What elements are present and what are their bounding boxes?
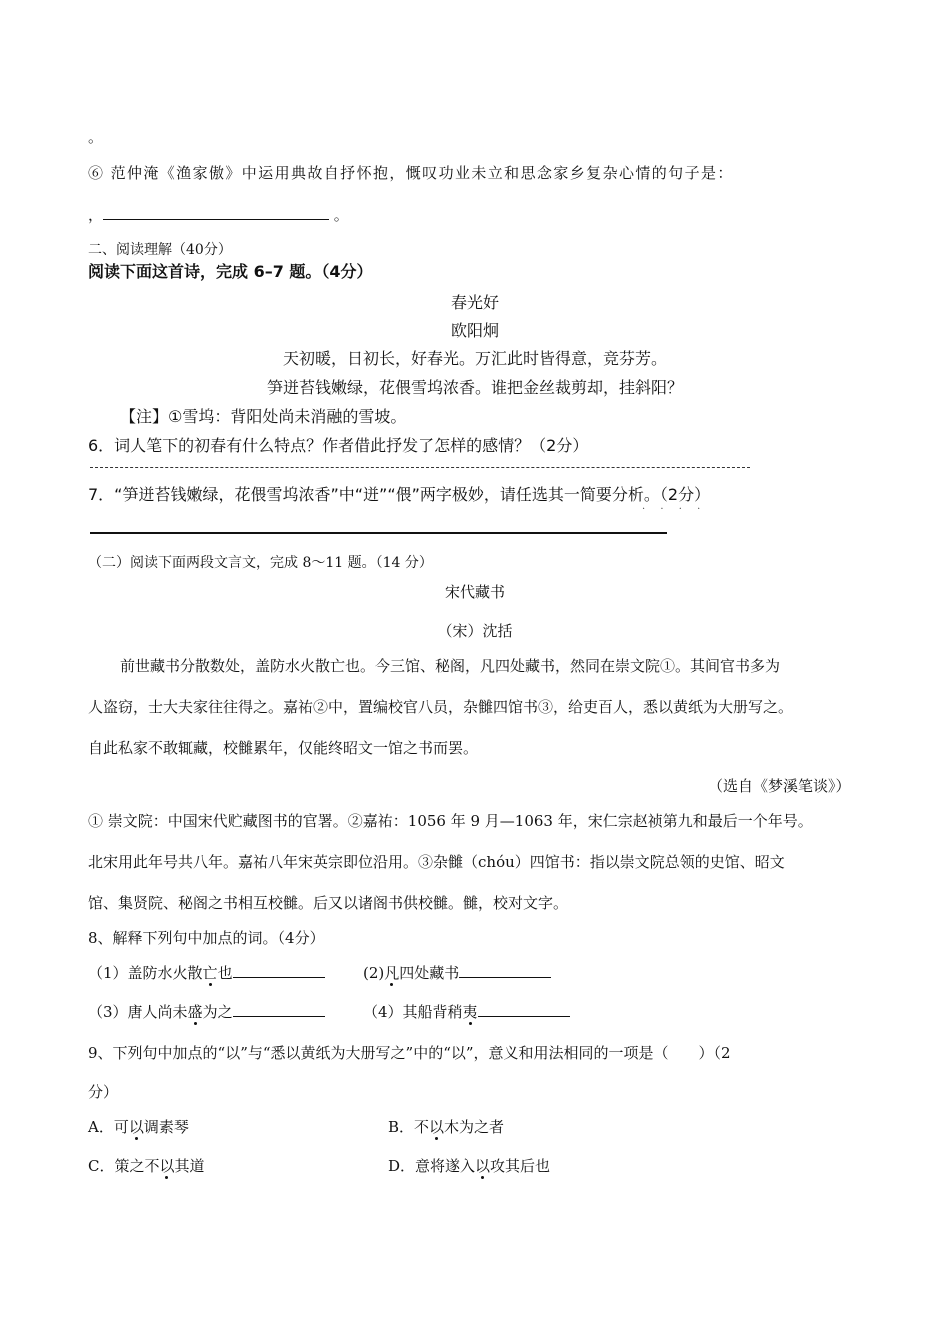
poem-title: 春光好 [450,293,499,312]
q6-recite-answer-line [88,205,349,225]
q6-recite-text: ⑥ 范仲淹《渔家傲》中运用典故自抒怀抱，慨叹功业未立和思念家乡复杂心情的句子是： [88,164,734,182]
top-fragment: 。 [88,128,104,146]
q8-item-1-blank[interactable] [233,963,325,978]
q9-option-b-text: B．不 [388,1118,430,1136]
q8-item-2-text: (2) [363,964,385,982]
q8-item-2-dotted-word: 凡 [384,964,400,982]
q8-item-2-text-end: 四处藏书 [399,964,460,982]
answer-prefix: ， [88,206,104,224]
q8-item-3-dotted-word: 盛 [187,1003,203,1021]
q8-item-3-text-end: 为之 [202,1003,233,1021]
poem-author: 欧阳炯 [450,321,499,340]
q9-option-b[interactable] [388,1117,504,1137]
q7-question: 7．“笋迸苔钱嫩绿，花偎雪坞浓香”中“迸”“偎”两字极妙，请任选其一简要分析。（2分） [88,485,711,504]
q8-item-2-blank[interactable] [459,963,551,978]
section2-heading: 二、阅读理解（40分） [88,242,232,258]
q8-item-4-text: （4）其船背稍 [363,1003,463,1021]
q9-option-b-dotted-word: 以 [429,1118,445,1136]
classical-notes-line-2: 北宋用此年号共八年。嘉祐八年宋英宗即位沿用。③杂雠（chóu）四馆书：指以崇文院总领的史馆、昭文 [88,853,785,871]
q8-item-3 [88,1002,325,1022]
q9-option-c-text: C．策之不 [88,1157,160,1175]
q8-item-2 [363,963,551,983]
q9-option-a-dotted-word: 以 [128,1118,144,1136]
q8-item-1 [88,963,325,983]
q9-option-d[interactable] [388,1156,550,1176]
q9-option-a-text: A．可 [88,1118,129,1136]
q6-question: 6．词人笔下的初春有什么特点？作者借此抒发了怎样的感情？（2分） [88,436,589,455]
classical-title: 宋代藏书 [444,583,505,601]
answer-blank[interactable] [103,205,329,220]
poem-instruction: 阅读下面这首诗，完成 6–7 题。（4分） [88,262,373,281]
classical-author: （宋）沈括 [437,622,513,640]
classical-notes-line-3: 馆、集贤院、秘阁之书相互校雠。后又以诸阁书供校雠。雠，校对文字。 [88,894,569,912]
q9-option-d-dotted-word: 以 [475,1157,491,1175]
classical-notes-line-1: ① 崇文院：中国宋代贮藏图书的官署。②嘉祐：1056 年 9 月—1063 年，宋仁宗赵祯第九和最后一个年号。 [88,812,813,830]
poem-line-1: 天初暖，日初长，好春光。万汇此时皆得意，竞芬芳。 [282,349,667,368]
classical-source: （选自《梦溪笔谈》） [708,777,851,795]
q9-stem-end: 分） [88,1083,119,1101]
q8-item-1-dotted-word: 亡 [202,964,218,982]
q8-item-4-blank[interactable] [478,1002,570,1017]
q8-item-3-blank[interactable] [233,1002,325,1017]
q8-item-3-text: （3）唐人尚未 [88,1003,188,1021]
q9-option-d-text: D．意将遂入 [388,1157,476,1175]
q9-option-b-text-end: 木为之者 [444,1118,505,1136]
classical-para-line-1: 前世藏书分散数处，盖防水火散亡也。今三馆、秘阁，凡四处藏书，然同在崇文院①。其间官书多为 [120,657,781,675]
q9-option-a-text-end: 调素琴 [143,1118,189,1136]
q9-option-a[interactable] [88,1117,189,1137]
q8-item-4-dotted-word: 夷 [462,1003,478,1021]
classical-para-line-2: 人盗窃，士大夫家往往得之。嘉祐②中，置编校官八员，杂雠四馆书③，给吏百人，悉以黄纸为大册写之。 [88,698,794,716]
q9-option-c[interactable] [88,1156,205,1176]
dots-decoration: · · · · [642,504,707,515]
q7-answer-line[interactable] [90,532,667,534]
classical-para-line-3: 自此私家不敢辄藏，校雠累年，仅能终昭文一馆之书而罢。 [88,739,479,757]
q8-item-1-text-end: 也 [217,964,233,982]
classical-instruction: （二）阅读下面两段文言文，完成 8～11 题。（14 分） [88,555,433,571]
q8-item-4 [363,1002,570,1022]
poem-line-2: 笋迸苔钱嫩绿，花偎雪坞浓香。谁把金丝裁剪却，挂斜阳？ [266,378,683,397]
q8-stem: 8、解释下列句中加点的词。（4分） [88,929,325,947]
q9-option-c-text-end: 其道 [174,1157,205,1175]
q8-item-1-text: （1）盖防水火散 [88,964,203,982]
q9-option-c-dotted-word: 以 [159,1157,175,1175]
q6-answer-line[interactable] [90,467,750,468]
q9-stem: 9、下列句中加点的“以”与“悉以黄纸为大册写之”中的“以”，意义和用法相同的一项是（ ）（2 [88,1044,731,1062]
poem-note: 【注】①雪坞：背阳处尚未消融的雪坡。 [120,407,407,426]
q9-option-d-text-end: 攻其后也 [490,1157,551,1175]
answer-suffix: 。 [329,206,349,224]
